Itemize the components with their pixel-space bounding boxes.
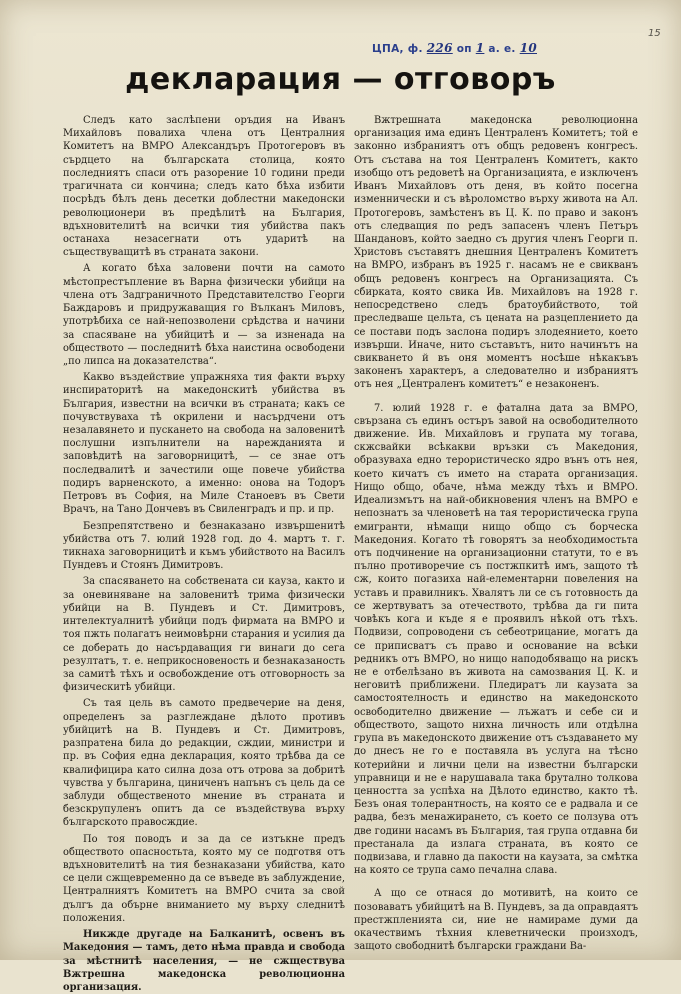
paragraph: За спасяването на собствената си кауза, както и за оневиняване на заловенитѣ трима физически убийци на В. Пундевъ и Ст. Димитровъ, интелектуалнитѣ убийци подъ фирмата на ВМРО и тоя пжть полагатъ неимовѣрни старания и усилия да се доберать до насърдаващия ги винаги до сега резултатъ, т. е. неприкосновеность и безнаказаность за самитѣ тѣхъ и освобождение отъ отговорность за физическитѣ убийци. — [63, 576, 345, 694]
paragraph: Безпрепятствено и безнаказано извършенитѣ убийства отъ 7. юлий 1928 год. до 4. мартъ т. г. тикнаха заговорницитѣ и къмъ убийството на Василъ Пундевъ и Стоянъ Димитровъ. — [63, 520, 345, 572]
left-column — [63, 114, 345, 993]
archive-stamp — [372, 41, 537, 55]
paragraph: 7. юлий 1928 г. е фатална дата за ВМРО, свързана съ единъ остъръ завой на освободителното движение. Ив. Михайловъ и групата му тогава, скжсвайки всѣкакви връзки съ Македония, образуваха едно терористическо ядро вънъ отъ нея, което кичатъ съ името на старата организация. Нищо общо, обаче, нѣма между тѣхъ и ВМРО. Идеализмътъ на най-обикновения членъ на ВМРО е непознатъ за членоветѣ на тая терористическа група емигранти, нѣмащи нищо общо съ борческа Македония. Когато тѣ говорятъ за необходимостьта отъ подчинение на организационни статути, то е въ пълно противоречие съ постжпкитѣ имъ, защото тѣ сж, които погазиха най-елементарни повеления на уставъ и правилникъ. Хвалятъ ли се съ готовность да се жертвуватъ за отечеството, трѣбва да ги пита човѣкъ кога и къде я е проявилъ нѣкой отъ тѣхъ. Подвизи, сопроводени съ себеотрицание, могатъ да се приписватъ съ право и основание на всѣки редникъ отъ ВМРО, но нищо наподобяващо на рискъ не е отбелѣзано въ живота на самозвания Ц. К. и неговитѣ приближени. Пледиратъ ли каузата за самостоятелность и единство на македонското освободително движение — лъжатъ и себе си и обществото, защото нихна личность или отдѣлна група въ македонското движение отъ създаването му до днесъ не го е поставяла въ услуга на тѣсно котерийни и лични цели на известни български управници и не е нарушавала така брутално толкова ценността за успѣха на Дѣлото единство, както тѣ. Безъ оная толерантность, на която се е радвала и се радва, безъ менажирането, съ което се ползува отъ две години насамъ въ България, тая група отдавна би престанала да излага страната, въ която се подвизава, и главно да пакости на каузата, за смѣтка на която се трупа само печална слава. — [354, 402, 638, 877]
stamp-op-label: оп — [456, 43, 472, 55]
right-column — [354, 114, 638, 954]
paragraph: А когато бѣха заловени почти на самото мѣстопрестъпление въ Варна физически убийци на члена отъ Задграничното Представителство Георги Баждаровъ и придружаващия го Вълканъ Миловъ, употрѣбиха се най-непозволени срѣдства и начини за спасяване на убийцитѣ и — за изненада на обществото — последнитѣ бѣха наистина освободени „по липса на доказателства“. — [63, 263, 345, 367]
paragraph: Съ тая цель въ самото предвечерие на деня, определенъ за разглеждане дѣлото противъ убийцитѣ на В. Пундевъ и Ст. Димитровъ, разпратена била до редакции, сждии, министри и пр. въ София една декларация, която трѣбва да се квалифицира като силна доза отъ отрова за добритѣ чувства у българина, циниченъ напънъ съ цель да се заблуди общественото мнение въ страната и безскрупуленъ опитъ да се въздействува върху българското правосждие. — [63, 698, 345, 829]
paragraph: Какво въздействие упражняха тия факти върху инспираторитѣ на македонскитѣ убийства въ България, известни на всички въ страната; какъ се почувствуваха тѣ окрилени и насърдчени отъ незалавянето и пускането на свобода на заловенитѣ послушни изпълнители на нарежданията и заповѣдитѣ на заговорницитѣ, — се знае отъ последвалитѣ и зачестили още повече убийства подиръ варненското, а именно: онова на Тодоръ Петровъ въ София, на Миле Станоевъ въ Свети Врачъ, на Тано Дончевъ въ Свиленградъ и пр. и пр. — [63, 372, 345, 516]
stamp-op: 1 — [475, 41, 485, 55]
paragraph: Вжтрешната македонска революционна организация има единъ Централенъ Комитетъ; той е законно избраниятъ отъ общъ редовенъ конгресъ. Отъ състава на тоя Централенъ Комитетъ, както изобщо отъ редоветѣ на Организацията, е изключенъ Иванъ Михайловъ отъ деня, въ който посегна изменнически и съ вѣроломство върху живота на Ал. Протогеровъ, замѣстенъ въ Ц. К. по право и законъ отъ следващия по редъ запасенъ членъ Петъръ Шандановъ, който заедно съ другия членъ Георги п. Христовъ съставятъ днешния Централенъ Комитетъ на ВМРО, избранъ въ 1925 г. насамъ не е свикванъ общъ редовенъ конгресъ на Организацията. Съ сбирката, която свика Ив. Михайловъ на 1928 г. непосредствено следъ братоубийството, той преследваше цельта, съ цената на разцеплението да се постави подъ заслона подиръ злодеянието, което извърши. Иначе, нито съставътъ, нито начинътъ на свикването й въ оня моментъ носѣше нѣкакъвъ законенъ характеръ, а следователно и избраниятъ отъ нея „Централенъ комитетъ“ е незаконенъ. — [354, 115, 638, 391]
paragraph: А що се отнася до мотивитѣ, на които се позоваватъ убийцитѣ на В. Пундевъ, за да оправдаятъ престжпленията си, ние не намираме думи да окачествимъ тѣхния клеветнически произходъ, защото свободнитѣ български граждани Ва- — [354, 888, 638, 953]
stamp-ae: 10 — [519, 41, 537, 55]
paragraph: По тоя поводъ и за да се изтъкне предъ обществото опасностьта, която му се подготвя отъ вдъхновителитѣ на тия безнаказани убийства, като се цели сжщевременно да се въведе въ заблуждение, Централниятъ Комитетъ на ВМРО счита за свой дългъ да обърне вниманието му върху следнитѣ положения. — [63, 833, 345, 924]
page-title: декларация — отговоръ — [125, 62, 556, 97]
page-number: 15 — [648, 28, 661, 39]
paragraph-bold: Никжде другаде на Балканитѣ, освенъ въ Македония — тамъ, дето нѣма правда и свобода за мѣстнитѣ населения, — не сжществува Вжтрешна македонска революционна организация. — [63, 929, 345, 993]
paragraph: Следъ като заслѣпени оръдия на Иванъ Михайловъ повалиха члена отъ Централния Комитетъ на ВМРО Александъръ Протогеровъ въ сърдцето на българската столица, която последниятъ спаси отъ разорение 10 години преди трагичната си кончина; следъ като бѣха избити посрѣдъ бѣлъ день десетки доблестни македонски революционери въ предѣлитѣ на България, вдъхновителитѣ на всички тия убийства пакъ останаха незасегнати отъ ударитѣ на съществуващитѣ въ страната закони. — [63, 115, 345, 259]
stamp-ae-label: а. е. — [488, 43, 516, 55]
stamp-fond: 226 — [426, 41, 453, 55]
stamp-prefix: ЦПА, ф. — [372, 43, 423, 55]
